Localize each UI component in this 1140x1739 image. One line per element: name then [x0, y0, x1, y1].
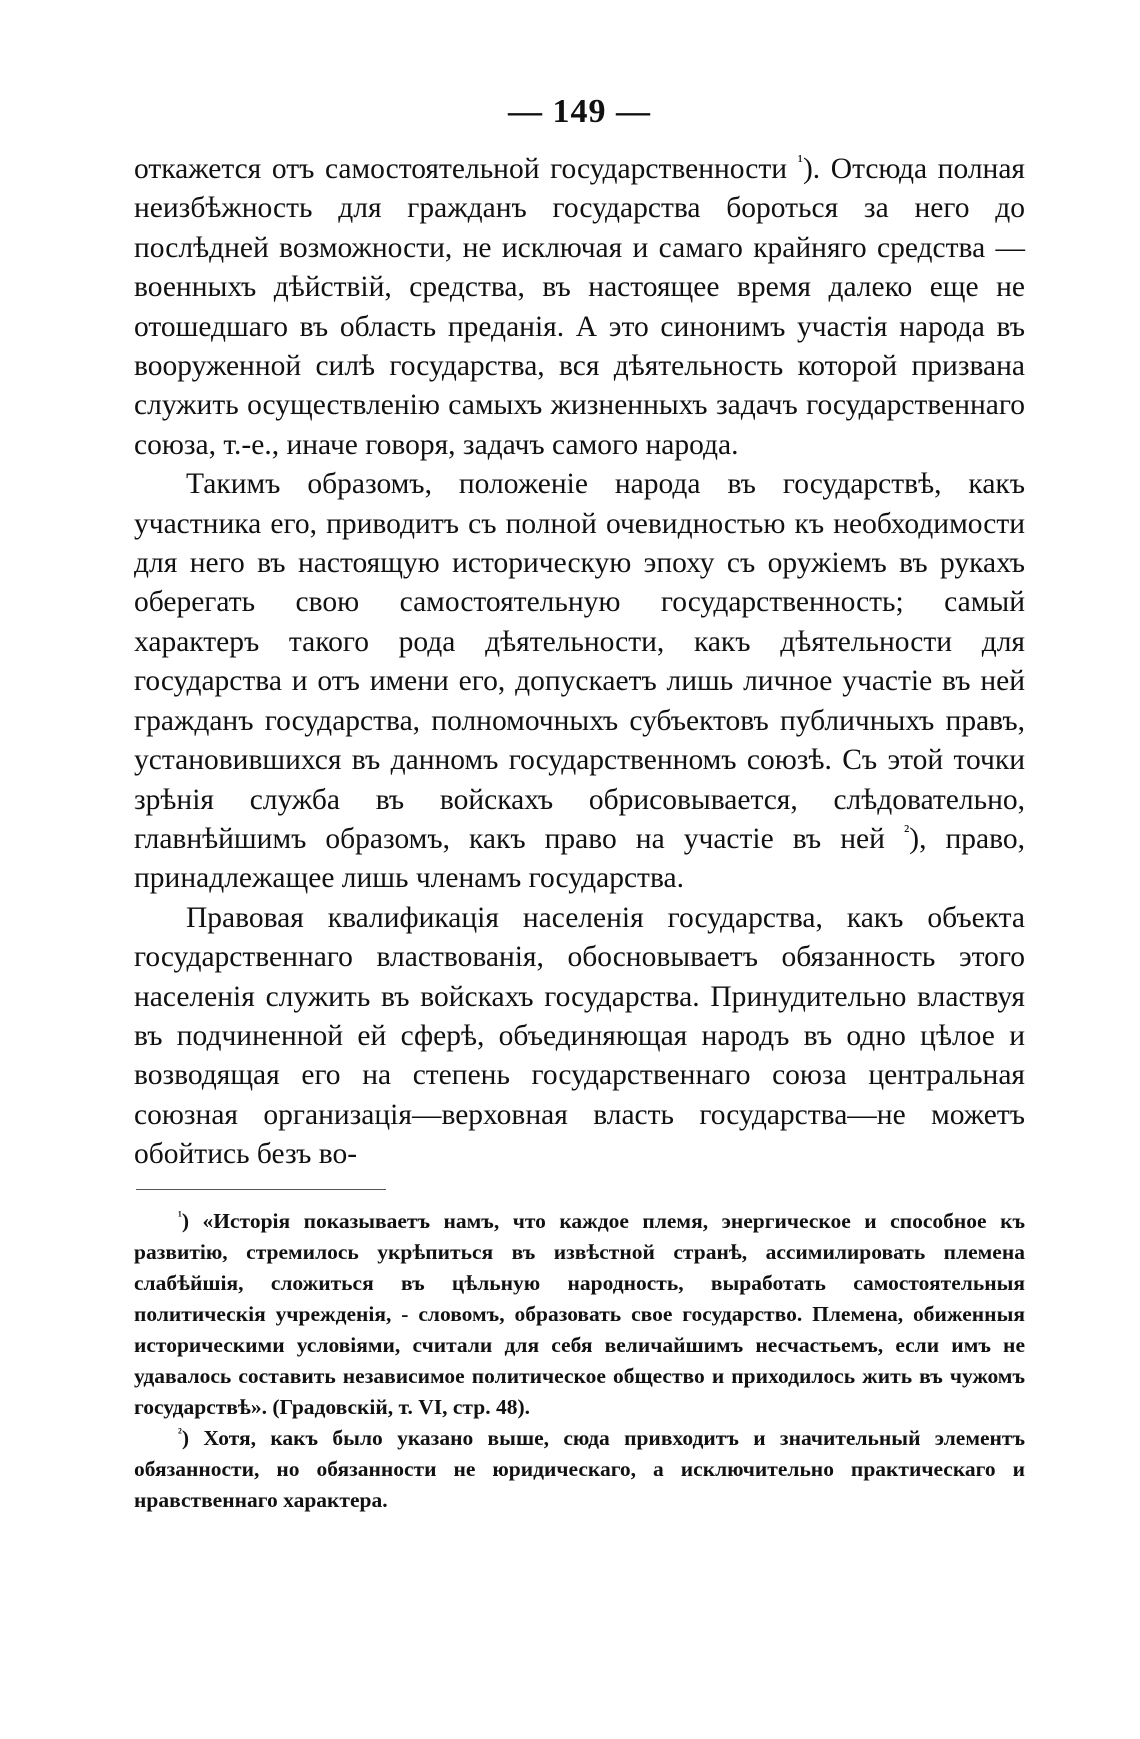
paragraph-1-text-a: откажется отъ самостоятельной государственности	[134, 153, 798, 185]
footnote-2	[134, 1423, 1025, 1516]
footnotes	[134, 1206, 1025, 1516]
paragraph-2-text-a: Такимъ образомъ, положеніе народа въ государствѣ, какъ участника его, приводитъ съ полной очевидностью къ необходимости для него въ настоящую историческую эпоху съ оружіемъ въ рукахъ оберегать свою самостоятельную государственность; самый характеръ такого рода дѣятельности, какъ дѣятельности для государства и отъ имени его, допускаетъ лишь личное участіе въ ней гражданъ государства, полномочныхъ субъектовъ публичныхъ правъ, установившихся въ данномъ государственномъ союзѣ. Съ этой точки зрѣнія служба въ войскахъ обрисовывается, слѣдовательно, главнѣйшимъ образомъ, какъ право на участіе въ ней	[134, 468, 1025, 855]
page-number: — 149 —	[508, 93, 651, 130]
footnote-ref-1: ¹	[797, 151, 803, 172]
footnote-ref-2: ²	[903, 821, 910, 842]
footnote-1	[134, 1206, 1025, 1423]
footnote-1-marker: ¹	[178, 1208, 182, 1223]
paragraph-1-text-b: ). Отсюда полная неизбѣжность для гражданъ государства бороться за него до послѣдней возможности, не исключая и самаго крайняго средства — военныхъ дѣйствій, средства, въ настоящее время далеко еще не отошедшаго въ область преданія. А это синонимъ участія народа въ вооруженной силѣ государства, вся дѣятельность которой призвана служить осуществленію самыхъ жизненныхъ задачъ государственнаго союза, т.-е., иначе говоря, задачъ самого народа.	[134, 153, 1026, 461]
footnote-divider	[136, 1189, 386, 1190]
footnote-1-text: ) «Исторія показываетъ намъ, что каждое племя, энергическое и способное къ развитію, стремилось укрѣпиться въ извѣстной странѣ, ассимилировать племена слабѣйшія, сложиться въ цѣльную народность, выработать самостоятельныя политическія учрежденія, - словомъ, образовать свое государство. Племена, обиженныя историческими условіями, считали для себя величайшимъ несчастьемъ, если имъ не удавалось составить независимое политическое общество и приходилось жить въ чужомъ государствѣ». (Градовскій, т. VI, стр. 48).	[134, 1208, 1025, 1419]
paragraph-2-text-b: ), право, принадлежащее лишь членамъ государства.	[134, 822, 1025, 895]
footnote-2-text: ) Хотя, какъ было указано выше, сюда привходитъ и значительный элементъ обязанности, но обязанности не юридическаго, а исключительно практическаго и нравственнаго характера.	[134, 1425, 1025, 1512]
paragraph-1	[134, 150, 1025, 465]
book-page	[134, 92, 1025, 1516]
main-text	[134, 150, 1025, 1175]
paragraph-2	[134, 465, 1025, 898]
paragraph-3: Правовая квалификація населенія государства, какъ объекта государственнаго властвованія, обосновываетъ обязанность этого населенія служить въ войскахъ государства. Принудительно властвуя въ подчиненной ей сферѣ, объединяющая народъ въ одно цѣлое и возводящая его на степень государственнаго союза центральная союзная организація—верховная власть государства—не можетъ обойтись безъ во-	[134, 901, 1025, 1171]
footnote-2-marker: ²	[178, 1425, 182, 1440]
